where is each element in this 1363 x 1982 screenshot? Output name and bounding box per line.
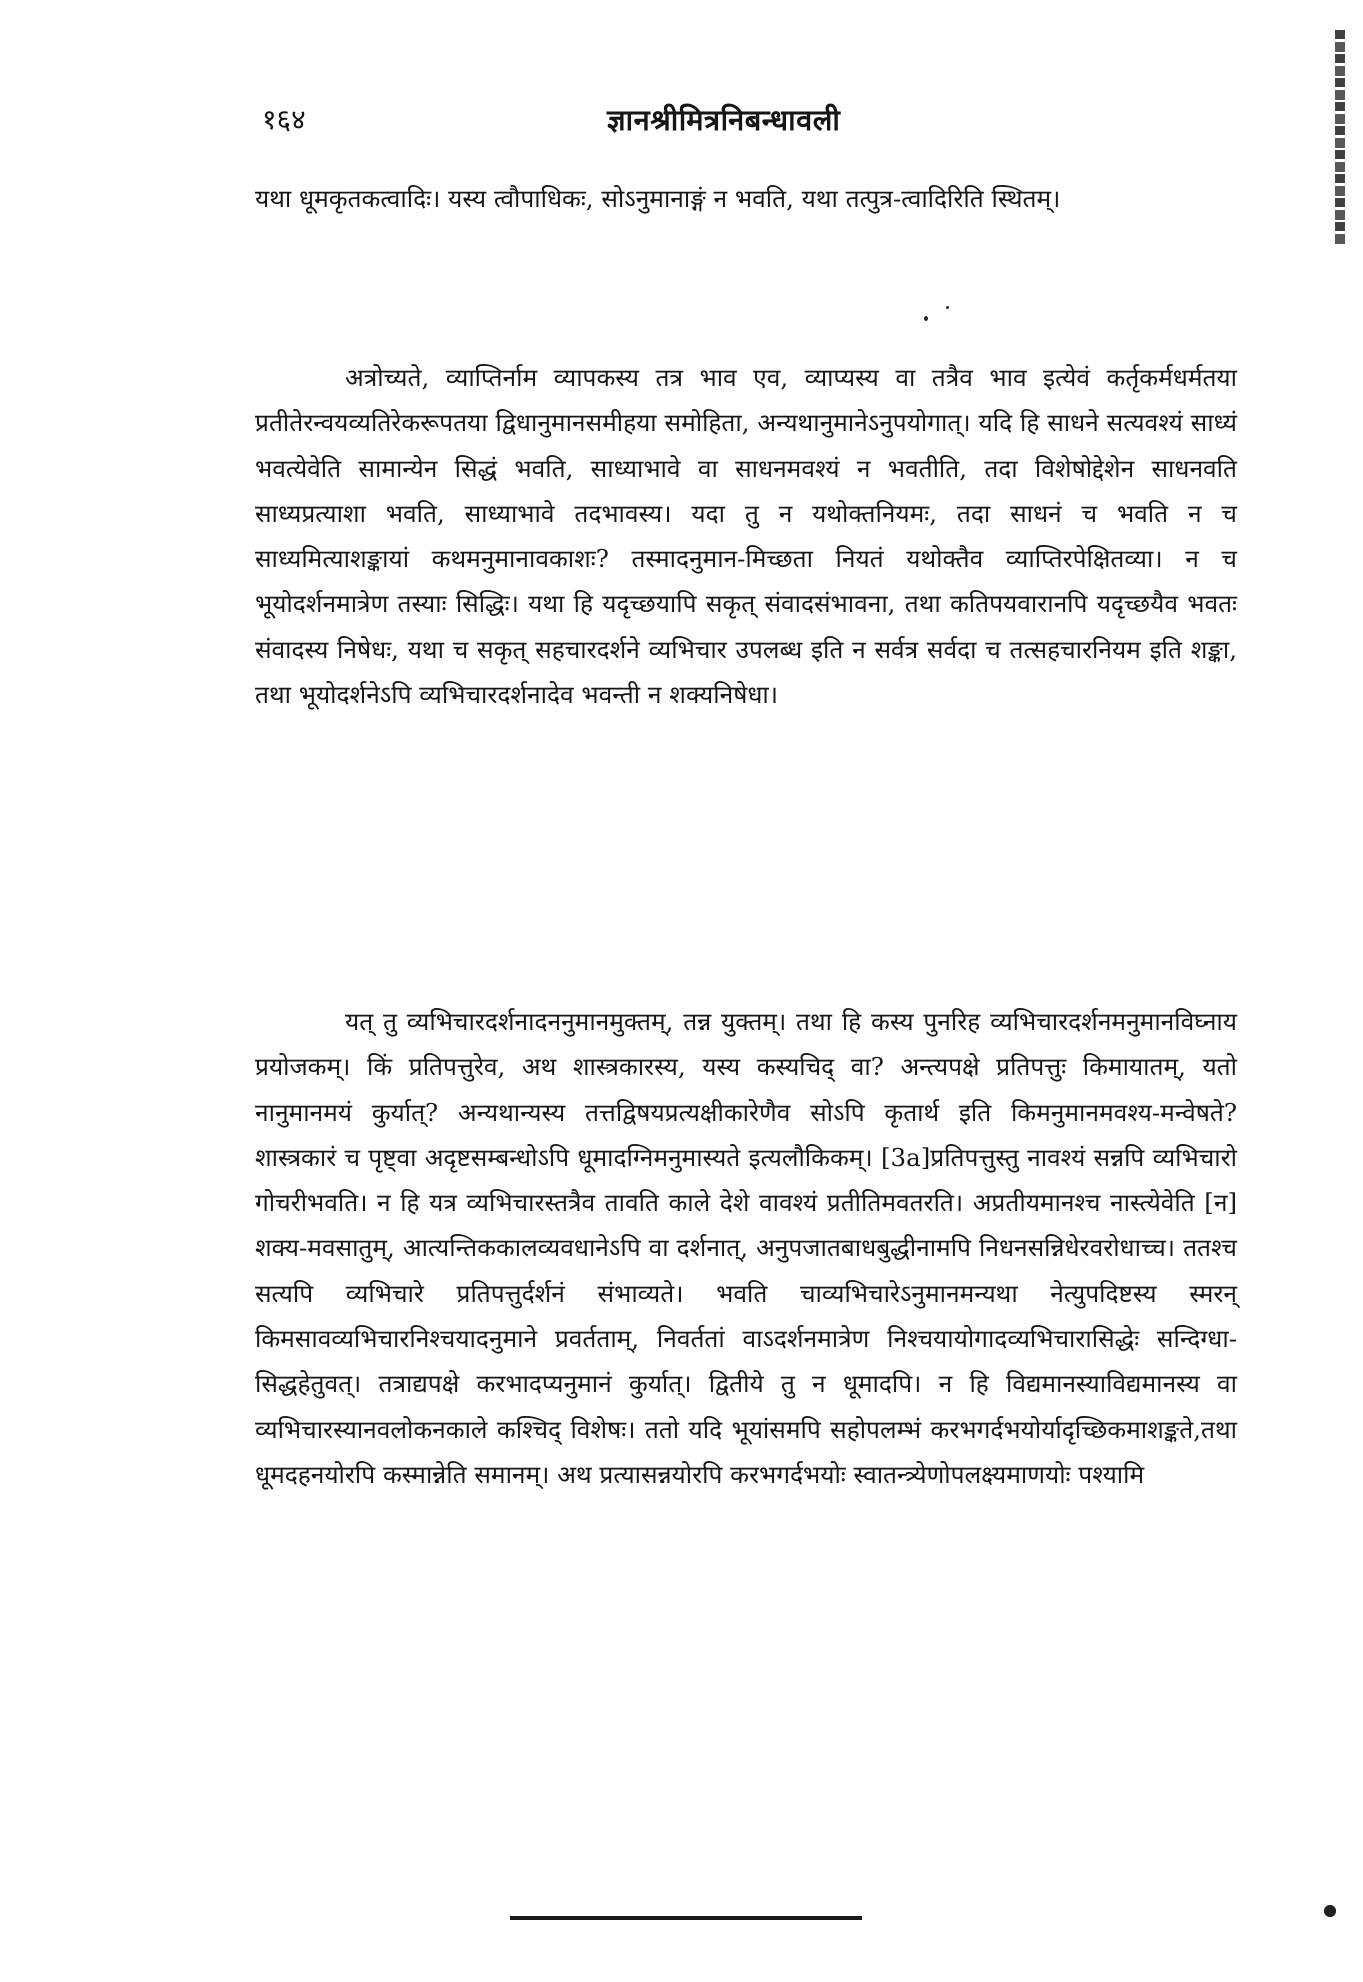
paragraph-2: अत्रोच्यते, व्याप्तिर्नाम व्यापकस्य तत्र भाव एव, व्याप्यस्य वा तत्रैव भाव इत्येवं कर्तृकर्मधर्मतया प्रतीतेरन्वयव्यतिरेकरूपतया द्विधानुमानसमीहया समोहिता, अन्यथानुमानेऽनुपयोगात्। यदि हि साधने सत्यवश्यं साध्यं भवत्येवेति सामान्येन सिद्धं भवति, साध्याभावे वा साधनमवश्यं न भवतीति, तदा विशेषोद्देशेन साधनवति साध्यप्रत्याशा भवति, साध्याभावे तदभावस्य। यदा तु न यथोक्तनियमः, तदा साधनं च भवति न च साध्यमित्याशङ्कायां कथमनुमानावकाशः? तस्मादनुमान-मिच्छता नियतं यथोक्तैव व्याप्तिरपेक्षितव्या। न च भूयोदर्शनमात्रेण तस्याः सिद्धिः। यथा हि यदृच्छयापि सकृत् संवादसंभावना, तथा कतिपयवारानपि यदृच्छयैव भवतः संवादस्य निषेधः, यथा च सकृत् सहचारदर्शने व्यभिचार उपलब्ध इति न सर्वत्र सर्वदा च तत्सहचारनियम इति शङ्का, तथा भूयोदर्शनेऽपि व्यभिचारदर्शनादेव भवन्ती न शक्यनिषेधा। [255, 363, 1237, 710]
scan-edge-mark-bottom [1323, 1898, 1337, 1924]
paragraph-continued: यथा धूमकृतकत्वादिः। यस्य त्वौपाधिकः, सोऽनुमानाङ्गं न भवति, यथा तत्पुत्र-त्वादिरिति स्थितम्। [255, 184, 1061, 213]
scan-speck [924, 316, 928, 321]
running-title: ज्ञानश्रीमित्रनिबन्धावली [607, 103, 841, 137]
footer-rule [510, 1916, 862, 1920]
page-number: १६४ [262, 103, 306, 136]
scan-speck [946, 306, 949, 309]
scan-edge-mark [1335, 30, 1345, 245]
paragraph-3: यत् तु व्यभिचारदर्शनादननुमानमुक्तम्, तन्न युक्तम्। तथा हि कस्य पुनरिह व्यभिचारदर्शनमनुमानविघ्नाय प्रयोजकम्। किं प्रतिपत्तुरेव, अथ शास्त्रकारस्य, यस्य कस्यचिद् वा? अन्त्यपक्षे प्रतिपत्तुः किमायातम्, यतो नानुमानमयं कुर्यात्? अन्यथान्यस्य तत्तद्विषयप्रत्यक्षीकारेणैव सोऽपि कृतार्थ इति किमनुमानमवश्य-मन्वेषते? शास्त्रकारं च पृष्ट्वा अदृष्टसम्बन्धोऽपि धूमादग्निमनुमास्यते इत्यलौकिकम्। [3a]प्रतिपत्तुस्तु नावश्यं सन्नपि व्यभिचारो गोचरीभवति। न हि यत्र व्यभिचारस्तत्रैव तावति काले देशे वावश्यं प्रतीतिमवतरति। अप्रतीयमानश्च नास्त्येवेति [न] शक्य-मवसातुम्, आत्यन्तिककालव्यवधानेऽपि वा दर्शनात्, अनुपजातबाधबुद्धीनामपि निधनसन्निधेरवरोधाच्च। ततश्च सत्यपि व्यभिचारे प्रतिपत्तुर्दर्शनं संभाव्यते। भवति चाव्यभिचारेऽनुमानमन्यथा नेत्युपदिष्टस्य स्मरन् किमसावव्यभिचारनिश्चयादनुमाने प्रवर्तताम्, निवर्ततां वाऽदर्शनमात्रेण निश्चयायोगादव्यभिचारासिद्धेः सन्दिग्धा-सिद्धहेतुवत्। तत्राद्यपक्षे करभादप्यनुमानं कुर्यात्। द्वितीये तु न धूमादपि। न हि विद्यमानस्याविद्यमानस्य वा व्यभिचारस्यानवलोकनकाले कश्चिद् विशेषः। ततो यदि भूयांसमपि सहोपलम्भं करभगर्दभयोर्यादृच्छिकमाशङ्कते,तथा धूमदहनयोरपि कस्मान्नेति समानम्। अथ प्रत्यासन्नयोरपि करभगर्दभयोः स्वातन्त्र्येणोपलक्ष्यमाणयोः पश्यामि [255, 1007, 1237, 1489]
page-header [262, 100, 1242, 140]
